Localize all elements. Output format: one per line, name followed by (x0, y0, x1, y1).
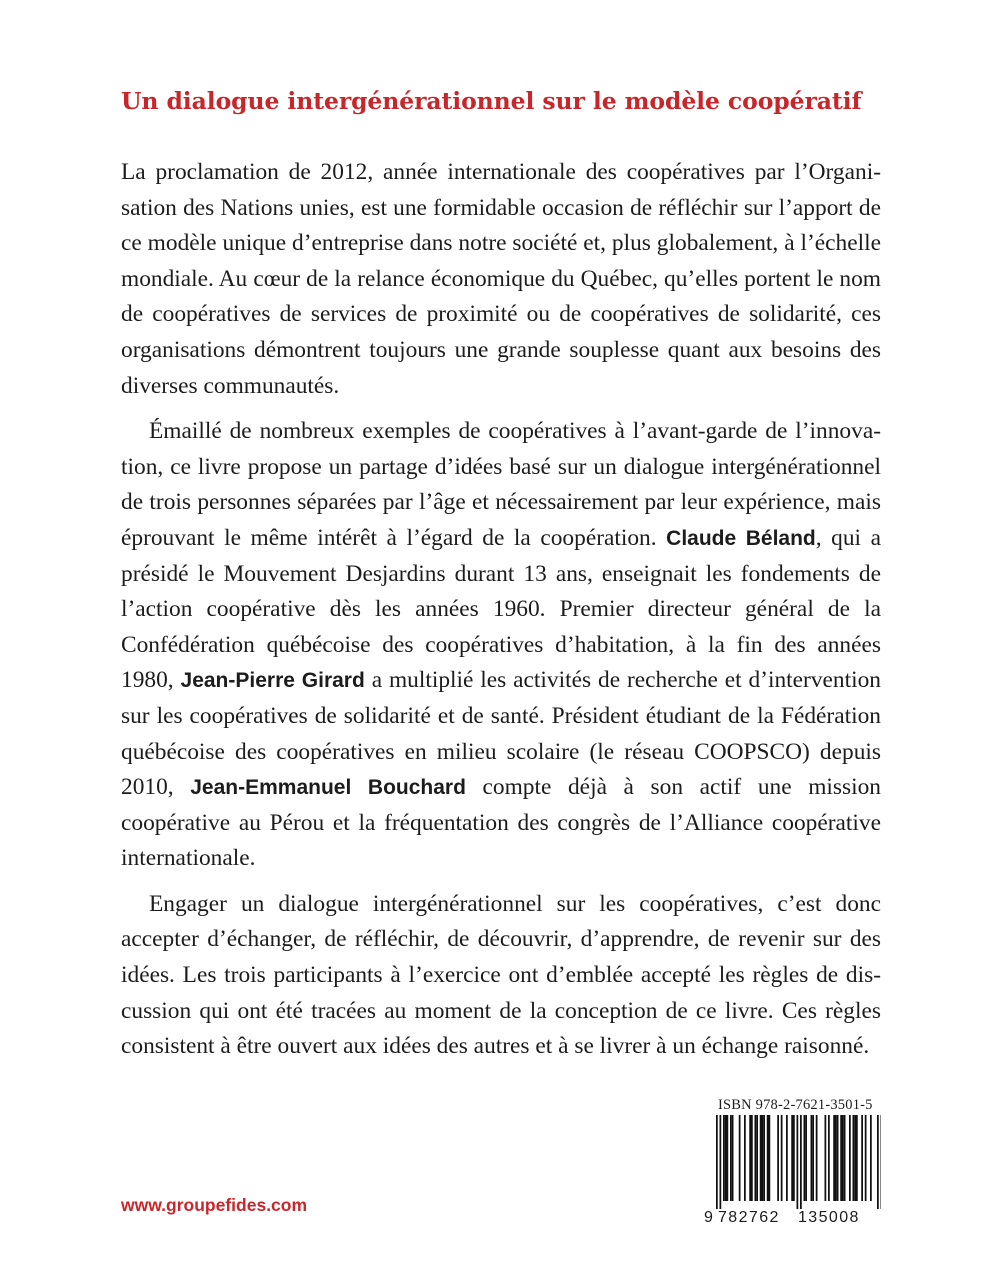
barcode-guard-bar (881, 1115, 882, 1209)
barcode-guard-bar (797, 1115, 799, 1209)
barcode-bar (763, 1115, 765, 1201)
barcode-bar (777, 1115, 779, 1201)
barcode-bar (751, 1115, 753, 1201)
barcode-bar (781, 1115, 783, 1201)
book-title: Un dialogue intergénérationnel sur le modèle coopératif (121, 87, 862, 115)
barcode-bar (755, 1115, 757, 1201)
barcode-bar (837, 1115, 839, 1201)
barcode-bar (732, 1115, 734, 1201)
barcode-bar (769, 1115, 771, 1201)
barcode-bar (828, 1115, 830, 1201)
barcode-bar (793, 1115, 795, 1201)
barcode-bar (840, 1115, 842, 1201)
paragraph-authors-text-4: compte déjà à son actif une mission coopérative au Pérou et la fréquentation des congrès de l’Alliance coopérative internationale. (121, 774, 881, 872)
barcode-left-digits: 782762 (718, 1209, 780, 1225)
paragraph-authors-text-2: , qui a présidé le Mouvement Desjardins durant 13 ans, enseignait les fondements de l’action coopérative dès les années 1960. Premier directeur général de la Confédération québécoise des coopératives d’habitation, à la fin des années 1980, (121, 524, 881, 694)
author-name-claude-beland: Claude Béland (666, 526, 816, 550)
paragraph-authors (121, 414, 881, 877)
paragraph-dialogue-rules: Engager un dialogue intergénérationnel sur les coopératives, c’est donc accepter d’échanger, de réfléchir, de découvrir, d’apprendre, de revenir sur des idées. Les trois participants à l’exercice ont d’emblée accepté les règles de discussion qui ont été tracées au moment de la conception de ce livre. Ces règles consistent à être ouvert aux idées des autres et à se livrer à un échange raisonné. (121, 890, 881, 1060)
barcode-guard-bar (877, 1115, 879, 1209)
barcode-bar (842, 1115, 844, 1201)
barcode-guard-bar (720, 1115, 722, 1209)
publisher-website: www.groupefides.com (121, 1195, 308, 1215)
barcode-bar (723, 1115, 725, 1201)
barcode-bar (739, 1115, 741, 1201)
barcode-bar (744, 1115, 746, 1201)
paragraph-authors-text-1: Émaillé de nombreux exemples de coopératives à l’avant-garde de l’innovation, ce livre propose un partage d’idées basé sur un dialogue intergénérationnel de trois personnes séparées par l’âge et nécessairement par leur expérience, mais éprouvant le même intérêt à l’égard de la coopération. (121, 418, 881, 551)
barcode-bar (861, 1115, 863, 1201)
back-cover-description (121, 155, 881, 1075)
paragraph-authors-text-3: a multiplié les activités de recherche et d’intervention sur les coopératives de solidarité et de santé. Président étudiant de la Fédération québécoise des coopératives en milieu scolaire (le réseau COOPSCO) depuis 2010, (121, 667, 881, 801)
barcode-bar (853, 1115, 855, 1201)
barcode-bar (812, 1115, 814, 1201)
paragraph-intro: La proclamation de 2012, année internationale des coopératives par l’Organisation des Nations unies, est une formidable occasion de réfléchir sur l’apport de ce modèle unique d’entreprise dans notre société et, plus globalement, à l’échelle mondiale. Au cœur de la relance économique du Québec, qu’elles portent le nom de coopératives de services de proximité ou de coopératives de solidarité, ces organisations démontrent toujours une grande souplesse quant aux besoins des diverses communautés. (121, 159, 881, 399)
barcode-bar (849, 1115, 851, 1201)
isbn-label: ISBN 978-2-7621-3501-5 (718, 1097, 873, 1113)
isbn-barcode (700, 1113, 881, 1225)
barcode-bar (762, 1115, 764, 1201)
author-name-jean-pierre-girard: Jean-Pierre Girard (180, 669, 365, 693)
barcode-bar (725, 1115, 727, 1201)
barcode-bar (844, 1115, 846, 1201)
barcode-bar (865, 1115, 867, 1201)
barcode-bar (816, 1115, 818, 1201)
barcode-bar (791, 1115, 793, 1201)
barcode-bar (856, 1115, 858, 1201)
barcode-bars (716, 1115, 881, 1209)
barcode-bar (727, 1115, 729, 1201)
barcode-bar (805, 1115, 807, 1201)
barcode-first-digit: 9 (704, 1209, 713, 1225)
barcode-bar (786, 1115, 788, 1201)
barcode-bar (835, 1115, 837, 1201)
barcode-bar (870, 1115, 872, 1201)
barcode-bar (760, 1115, 762, 1201)
barcode-guard-bar (800, 1115, 802, 1209)
barcode-bar (825, 1115, 827, 1201)
barcode-bar (833, 1115, 835, 1201)
barcode-guard-bar (716, 1115, 718, 1209)
barcode-bar (767, 1115, 769, 1201)
barcode-bar (811, 1115, 813, 1201)
barcode-bar (756, 1115, 758, 1201)
barcode-bar (804, 1115, 806, 1201)
author-name-jean-emmanuel-bouchard: Jean-Emmanuel Bouchard (190, 776, 466, 800)
barcode-right-digits: 135008 (798, 1209, 860, 1225)
barcode-bar (730, 1115, 732, 1201)
barcode-bar (854, 1115, 856, 1201)
barcode-bar (749, 1115, 751, 1201)
